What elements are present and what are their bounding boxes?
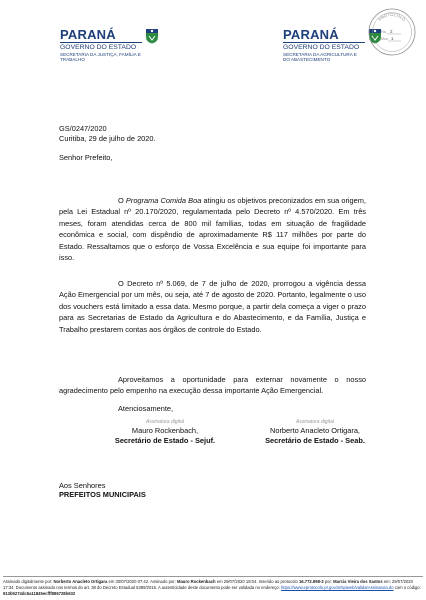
recipient-line-2: PREFEITOS MUNICIPAIS <box>59 490 146 499</box>
svg-text:Mov.: Mov. <box>381 37 389 41</box>
parana-crest-icon <box>145 28 159 44</box>
recipient-line-1: Aos Senhores <box>59 481 106 490</box>
svg-text:1: 1 <box>391 36 394 41</box>
governo-do-estado-label: GOVERNO DO ESTADO <box>60 42 142 52</box>
secretaria-label: SECRETARIA DA AGRICULTURA E DO ABASTECIMENTO <box>283 52 357 63</box>
signer-name-2: Norberto Anacleto Ortigara, <box>270 426 360 435</box>
signature-tag-1: Assinatura digital <box>145 419 185 425</box>
closing: Atenciosamente, <box>118 404 174 413</box>
sejuf-logo <box>60 28 159 63</box>
salutation: Senhor Prefeito, <box>59 153 113 162</box>
document-reference: GS/0247/2020 <box>59 124 107 133</box>
svg-text:PROTOCOLO: PROTOCOLO <box>377 11 407 23</box>
parana-wordmark: PARANÁ <box>283 27 339 42</box>
validation-link[interactable]: https://www.eprotocolo.pr.gov.br/spiweb/validarAssinatura.do <box>280 584 394 590</box>
signature-tag-2: Assinatura digital <box>295 419 335 425</box>
protocol-stamp <box>367 7 417 57</box>
svg-text:Fls.: Fls. <box>381 30 387 34</box>
parana-wordmark: PARANÁ <box>60 27 116 42</box>
governo-do-estado-label: GOVERNO DO ESTADO <box>283 42 365 52</box>
signer-role-1: Secretário de Estado - Sejuf. <box>114 436 216 445</box>
secretaria-label: SECRETARIA DA JUSTIÇA, FAMÍLIA E TRABALHO <box>60 52 141 63</box>
paragraph-3: Aproveitamos a oportunidade para externar novamente o nosso agradecimento pelo empenho na execução dessa importante Ação Emergencial. <box>59 375 366 396</box>
document-date: Curitiba, 29 de julho de 2020. <box>59 134 156 143</box>
signer-name-1: Mauro Rockenbach, <box>131 426 199 435</box>
signer-role-2: Secretário de Estado - Seab. <box>265 436 365 445</box>
digital-signature-footer: Assinado digitalmente por: Norberto Anacleto Ortigara em 30/07/2020 07:42. Assinado por: Mauro Rockenbach em 29/07/2020 18:04. Inserido ao protocolo 16.772.998-3 por: Marcia Vieira dos Santos em: 29/07/2020 17:34. Documento assinado nos termos do art. 38 do Decreto Estadual 5389/2016. A autenticidade deste documento pode ser validada no endereço: https://www.eprotocolo.pr.gov.br/spiweb/validarAssinatura.do com o código: 913b5274dc5a11845ecfff886728b632 <box>3 576 423 596</box>
paragraph-1: O Programa Comida Boa atingiu os objetivos preconizados em sua origem, pela Lei Estadual nº 20.170/2020, regulamentada pelo Decreto nº 4.570/2020. Em três meses, foram atendidas cerca de 800 mil famílias, todas em situação de fragilidade econômica e social, com dispêndio de aproximadamente R$ 117 milhões por parte do Estado. Ressaltamos que o esforço de Vossa Excelência e sua equipe foi importante para isso. <box>59 196 366 263</box>
svg-text:2: 2 <box>390 29 393 34</box>
paragraph-2: O Decreto nº 5.069, de 7 de julho de 2020, prorrogou a vigência dessa Ação Emergencial por um mês, ou seja, até 7 de agosto de 2020. Portanto, legalmente o uso dos vouchers está limitado a essa data. Mesmo porque, a partir dela começa a viger o prazo para as Secretarias de Estado da Agricultura e do Abastecimento, e da Família, Justiça e Trabalho prestarem contas aos órgãos de controle do Estado. <box>59 279 366 334</box>
